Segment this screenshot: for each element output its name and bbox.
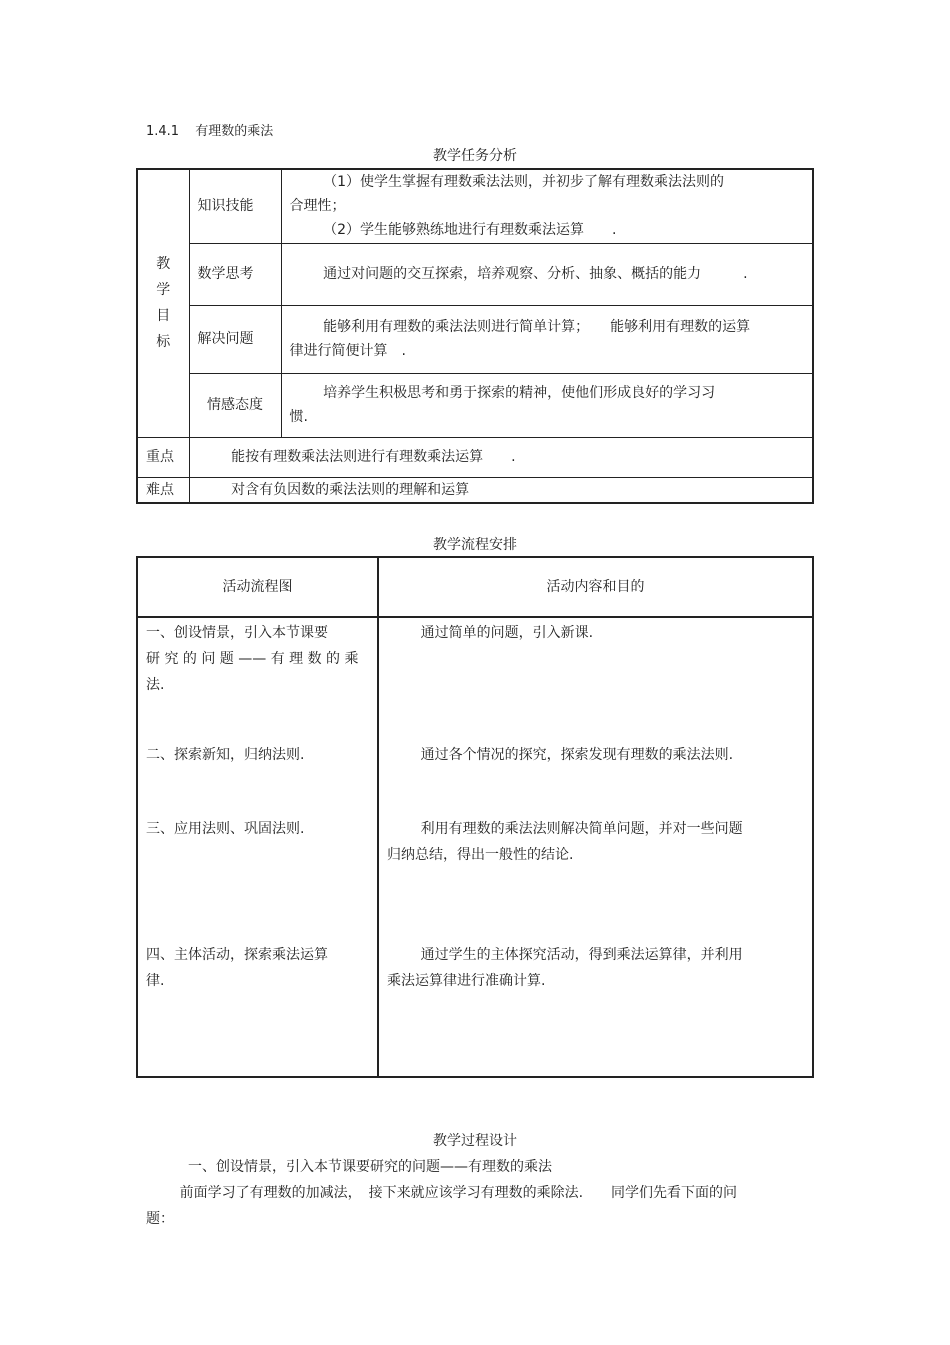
flow-description: 利用有理数的乘法法则解决简单问题，并对一些问题 归纳总结，得出一般性的结论. bbox=[387, 821, 743, 863]
key-point-label: 重点 bbox=[137, 437, 189, 477]
objective-text: （1）使学生掌握有理数乘法法则，并初步了解有理数乘法法则的 合理性； （2）学生能够熟练地进行有理数乘法运算 . bbox=[281, 169, 813, 243]
process-paragraph: 前面学习了有理数的加减法， 接下来就应该学习有理数的乘除法. 同学们先看下面的问 题： bbox=[146, 1185, 738, 1227]
flow-description: 通过简单的问题，引入新课. bbox=[420, 625, 594, 641]
flow-header-content: 活动内容和目的 bbox=[378, 557, 813, 617]
objective-text: 能够利用有理数的乘法法则进行简单计算； 能够利用有理数的运算 律进行简便计算 . bbox=[281, 305, 813, 373]
teaching-flow-table bbox=[136, 556, 814, 1078]
difficulty-row bbox=[137, 477, 813, 503]
flow-step: 四、主体活动，探索乘法运算 律. bbox=[146, 947, 328, 989]
flow-step: 一、创设情景，引入本节课要 研 究 的 问 题 —— 有 理 数 的 乘 法. bbox=[146, 625, 359, 693]
flow-step: 三、应用法则、巩固法则. bbox=[146, 821, 305, 837]
difficulty-label: 难点 bbox=[137, 477, 189, 503]
flow-steps-cell bbox=[137, 617, 378, 1077]
difficulty-text: 对含有负因数的乘法法则的理解和运算 bbox=[189, 477, 813, 503]
objective-text: 通过对问题的交互探索，培养观察、分析、抽象、概括的能力 . bbox=[281, 243, 813, 305]
flow-description: 通过学生的主体探究活动，得到乘法运算律，并利用 乘法运算律进行准确计算. bbox=[387, 947, 743, 989]
section-title: 有理数的乘法 bbox=[195, 124, 274, 139]
key-point-row bbox=[137, 437, 813, 477]
key-point-text: 能按有理数乘法法则进行有理数乘法运算 . bbox=[189, 437, 813, 477]
flow-body-row bbox=[137, 617, 813, 1077]
process-caption: 教学过程设计 bbox=[433, 1133, 517, 1149]
flow-content-cell bbox=[378, 617, 813, 1077]
objective-text: 培养学生积极思考和勇于探索的精神，使他们形成良好的学习习 惯. bbox=[281, 373, 813, 437]
process-subtitle: 一、创设情景，引入本节课要研究的问题——有理数的乘法 bbox=[188, 1159, 552, 1175]
flow-caption: 教学流程安排 bbox=[433, 537, 517, 553]
analysis-caption: 教学任务分析 bbox=[433, 148, 517, 164]
flow-step: 二、探索新知，归纳法则. bbox=[146, 747, 305, 763]
objective-row bbox=[137, 373, 813, 437]
objective-label: 知识技能 bbox=[189, 169, 281, 243]
section-heading bbox=[146, 120, 273, 139]
objective-label: 数学思考 bbox=[189, 243, 281, 305]
objective-row bbox=[137, 169, 813, 243]
flow-header-activity: 活动流程图 bbox=[137, 557, 378, 617]
objective-label: 解决问题 bbox=[189, 305, 281, 373]
flow-description: 通过各个情况的探究，探索发现有理数的乘法法则. bbox=[420, 747, 734, 763]
objectives-label: 教 学 目 标 bbox=[137, 169, 189, 437]
objective-label: 情感态度 bbox=[189, 373, 281, 437]
objective-row bbox=[137, 243, 813, 305]
teaching-task-analysis-table bbox=[136, 168, 814, 504]
objective-row bbox=[137, 305, 813, 373]
section-number: 1.4.1 bbox=[146, 124, 180, 139]
flow-header-row bbox=[137, 557, 813, 617]
